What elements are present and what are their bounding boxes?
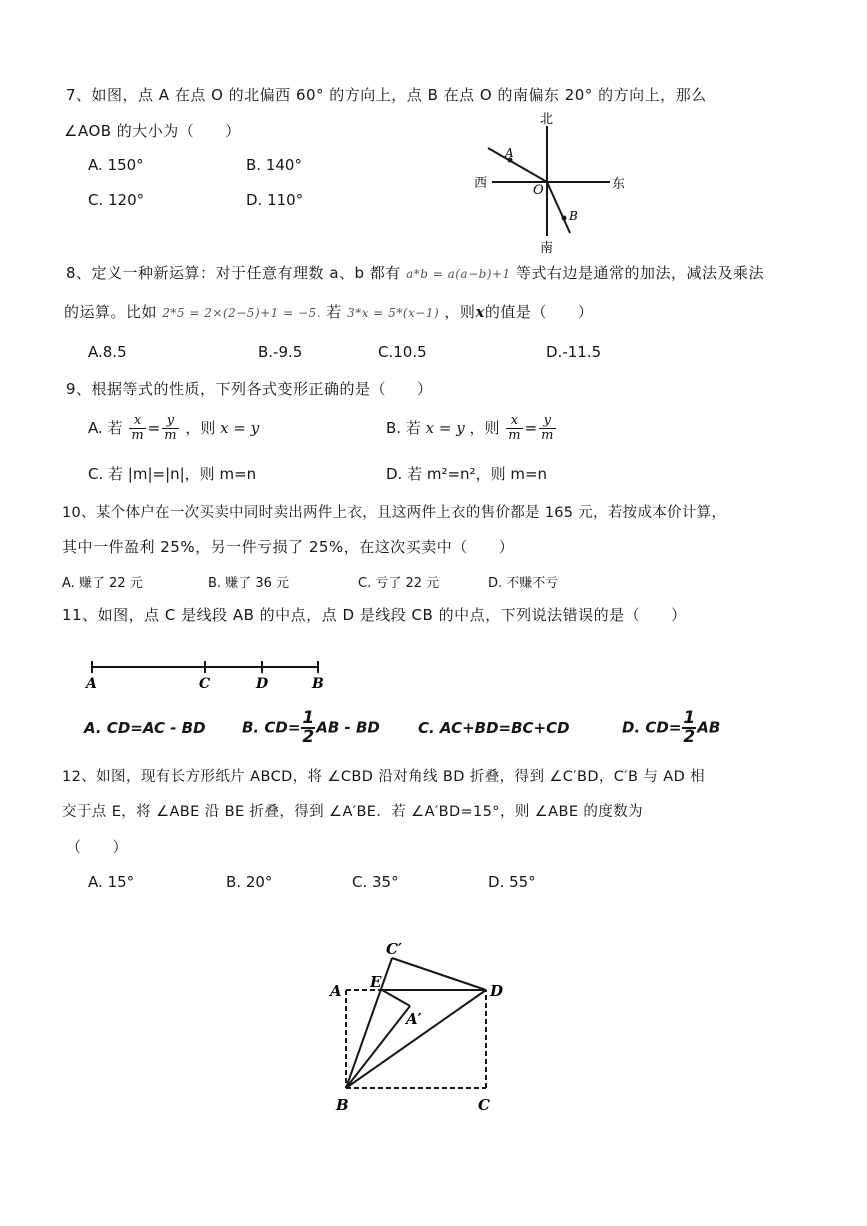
q11-option-b-pre: B. CD= bbox=[242, 718, 301, 737]
q10-stem-line1: 10、某个体户在一次买卖中同时卖出两件上衣，且这两件上衣的售价都是 165 元，若按成本价计算， bbox=[62, 505, 727, 521]
q7-option-a[interactable]: A. 150° bbox=[88, 156, 144, 174]
q9-option-b-then: ，则 bbox=[469, 419, 500, 437]
q9-b-frac1-num: x bbox=[506, 414, 522, 429]
q8-option-c[interactable]: C.10.5 bbox=[378, 343, 427, 361]
q12-stem-line2: 交于点 E，将 ∠ABE 沿 BE 折叠，得到 ∠A′BE．若 ∠A′BD=15°，则 ∠ABE 的度数为 bbox=[62, 804, 643, 820]
q11-option-a[interactable]: A. CD=AC - BD bbox=[84, 719, 206, 737]
q7-point-b-dot bbox=[562, 216, 567, 221]
q10-option-b[interactable]: B. 赚了 36 元 bbox=[208, 576, 289, 591]
q11-option-d-pre: D. CD= bbox=[622, 718, 682, 737]
q9-a-frac2-num: y bbox=[162, 414, 178, 429]
q8-stem-text3: 的运算。比如 bbox=[64, 303, 158, 321]
q9-option-b[interactable] bbox=[386, 414, 558, 443]
q9-option-a-frac2 bbox=[162, 414, 178, 443]
q11-label-a: A bbox=[86, 676, 97, 692]
q9-a-frac1-num: x bbox=[129, 414, 145, 429]
q11-b-frac-den: 2 bbox=[302, 727, 315, 747]
q9-b-frac1-den: m bbox=[508, 428, 521, 443]
q11-option-b[interactable] bbox=[242, 710, 380, 746]
q11-label-d: D bbox=[256, 676, 269, 692]
q9-option-b-label: B. bbox=[386, 419, 402, 437]
q11-segment-figure bbox=[82, 655, 332, 695]
q8-stem-line1 bbox=[66, 262, 764, 283]
q12-label-c: C bbox=[478, 1096, 490, 1114]
q8-option-d[interactable]: D.-11.5 bbox=[546, 343, 602, 361]
q9-b-frac2-num: y bbox=[539, 414, 555, 429]
q12-stem-line3: （ ） bbox=[66, 838, 129, 856]
q9-option-b-cond: x = y bbox=[425, 419, 465, 437]
q7-option-c[interactable]: C. 120° bbox=[88, 191, 145, 209]
q7-stem-line2: ∠AOB 的大小为（ ） bbox=[64, 122, 241, 140]
q10-option-c[interactable]: C. 亏了 22 元 bbox=[358, 576, 440, 591]
q12-segment-bcp bbox=[346, 958, 392, 1088]
q9-option-a-result: x = y bbox=[220, 419, 260, 437]
q7-label-south: 南 bbox=[540, 241, 554, 256]
q7-option-d[interactable]: D. 110° bbox=[246, 191, 304, 209]
q7-ray-ob bbox=[547, 182, 570, 233]
q11-b-frac-num: 1 bbox=[302, 708, 315, 728]
q7-compass-figure bbox=[460, 108, 640, 258]
q8-example: 2*5 = 2×(2−5)+1 = −5. bbox=[162, 306, 322, 320]
q9-option-c[interactable]: C. 若 |m|=|n|，则 m=n bbox=[88, 465, 257, 483]
q8-stem-text6: 的值是（ ） bbox=[484, 303, 594, 321]
q9-option-b-frac1 bbox=[506, 414, 522, 443]
q11-label-c: C bbox=[199, 676, 211, 692]
q7-label-east: 东 bbox=[612, 177, 626, 192]
q7-label-o: O bbox=[533, 183, 544, 198]
q8-stem-text4: 若 bbox=[326, 303, 342, 321]
q9-option-b-eq: = bbox=[524, 419, 538, 437]
q7-option-b[interactable]: B. 140° bbox=[246, 156, 302, 174]
q7-label-b: B bbox=[569, 209, 578, 223]
q9-option-a-then: ，则 bbox=[185, 419, 216, 437]
q12-segment-cpd bbox=[392, 958, 486, 990]
q8-formula: a*b = a(a−b)+1 bbox=[406, 267, 511, 281]
q8-var-x: x bbox=[475, 303, 485, 321]
q11-d-frac-num: 1 bbox=[683, 708, 696, 728]
q9-option-a-if: 若 bbox=[107, 419, 123, 437]
q12-segment-eap bbox=[382, 990, 410, 1006]
q11-option-b-frac bbox=[301, 710, 315, 746]
q11-d-frac-den: 2 bbox=[683, 727, 696, 747]
q7-ray-oa bbox=[488, 148, 547, 182]
q7-label-a: A bbox=[505, 146, 514, 160]
q8-option-b[interactable]: B.-9.5 bbox=[258, 343, 303, 361]
q12-option-a[interactable]: A. 15° bbox=[88, 873, 135, 891]
q12-label-e: E bbox=[370, 973, 382, 991]
q11-stem: 11、如图，点 C 是线段 AB 的中点，点 D 是线段 CB 的中点，下列说法错误的是（ ） bbox=[62, 606, 687, 624]
q11-option-d-frac bbox=[682, 710, 696, 746]
q10-stem-line2: 其中一件盈利 25%，另一件亏损了 25%，在这次买卖中（ ） bbox=[62, 538, 515, 556]
q8-condition: 3*x = 5*(x−1) bbox=[347, 306, 440, 320]
q10-option-d[interactable]: D. 不赚不亏 bbox=[488, 576, 559, 591]
q7-label-west: 西 bbox=[474, 176, 488, 191]
q7-label-north: 北 bbox=[540, 112, 554, 127]
q12-label-cp: C′ bbox=[386, 940, 402, 958]
q9-option-a[interactable] bbox=[88, 414, 259, 443]
q9-a-frac2-den: m bbox=[164, 428, 177, 443]
q12-option-c[interactable]: C. 35° bbox=[352, 873, 399, 891]
q8-stem-text2: 等式右边是通常的加法，减法及乘法 bbox=[515, 264, 764, 282]
q12-segment-ba bbox=[346, 1006, 410, 1088]
q7-stem-line1: 7、如图，点 A 在点 O 的北偏西 60° 的方向上，点 B 在点 O 的南偏东 20° 的方向上，那么 bbox=[66, 86, 707, 104]
q9-option-b-if: 若 bbox=[405, 419, 421, 437]
q12-option-b[interactable]: B. 20° bbox=[226, 873, 273, 891]
q8-stem-line2 bbox=[64, 301, 593, 322]
q12-stem-line1: 12、如图，现有长方形纸片 ABCD，将 ∠CBD 沿对角线 BD 折叠，得到 ∠C′BD，C′B 与 AD 相 bbox=[62, 769, 706, 785]
q8-stem-text5: ，则 bbox=[444, 303, 476, 321]
q9-option-a-eq: = bbox=[147, 419, 161, 437]
q12-fold-figure bbox=[320, 930, 520, 1120]
q10-option-a[interactable]: A. 赚了 22 元 bbox=[62, 576, 143, 591]
q12-segment-bd bbox=[346, 990, 486, 1088]
q9-b-frac2-den: m bbox=[541, 428, 554, 443]
q12-option-d[interactable]: D. 55° bbox=[488, 873, 536, 891]
q8-option-a[interactable]: A.8.5 bbox=[88, 343, 127, 361]
q11-label-b: B bbox=[312, 676, 324, 692]
q11-option-d[interactable] bbox=[622, 710, 720, 746]
q9-option-a-frac1 bbox=[129, 414, 145, 443]
q12-label-d: D bbox=[490, 982, 504, 1000]
q9-option-b-frac2 bbox=[539, 414, 555, 443]
q11-option-c[interactable]: C. AC+BD=BC+CD bbox=[418, 719, 570, 737]
q11-option-d-post: AB bbox=[697, 718, 721, 737]
q9-option-a-label: A. bbox=[88, 419, 103, 437]
q12-label-a: A bbox=[330, 982, 342, 1000]
q8-stem-text1: 8、定义一种新运算：对于任意有理数 a、b 都有 bbox=[66, 264, 401, 282]
q9-stem: 9、根据等式的性质，下列各式变形正确的是（ ） bbox=[66, 380, 433, 398]
q12-label-ap: A′ bbox=[406, 1010, 422, 1028]
q11-option-b-post: AB - BD bbox=[316, 718, 380, 737]
q12-label-b: B bbox=[336, 1096, 349, 1114]
q9-a-frac1-den: m bbox=[131, 428, 144, 443]
q9-option-d[interactable]: D. 若 m²=n²，则 m=n bbox=[386, 465, 548, 483]
